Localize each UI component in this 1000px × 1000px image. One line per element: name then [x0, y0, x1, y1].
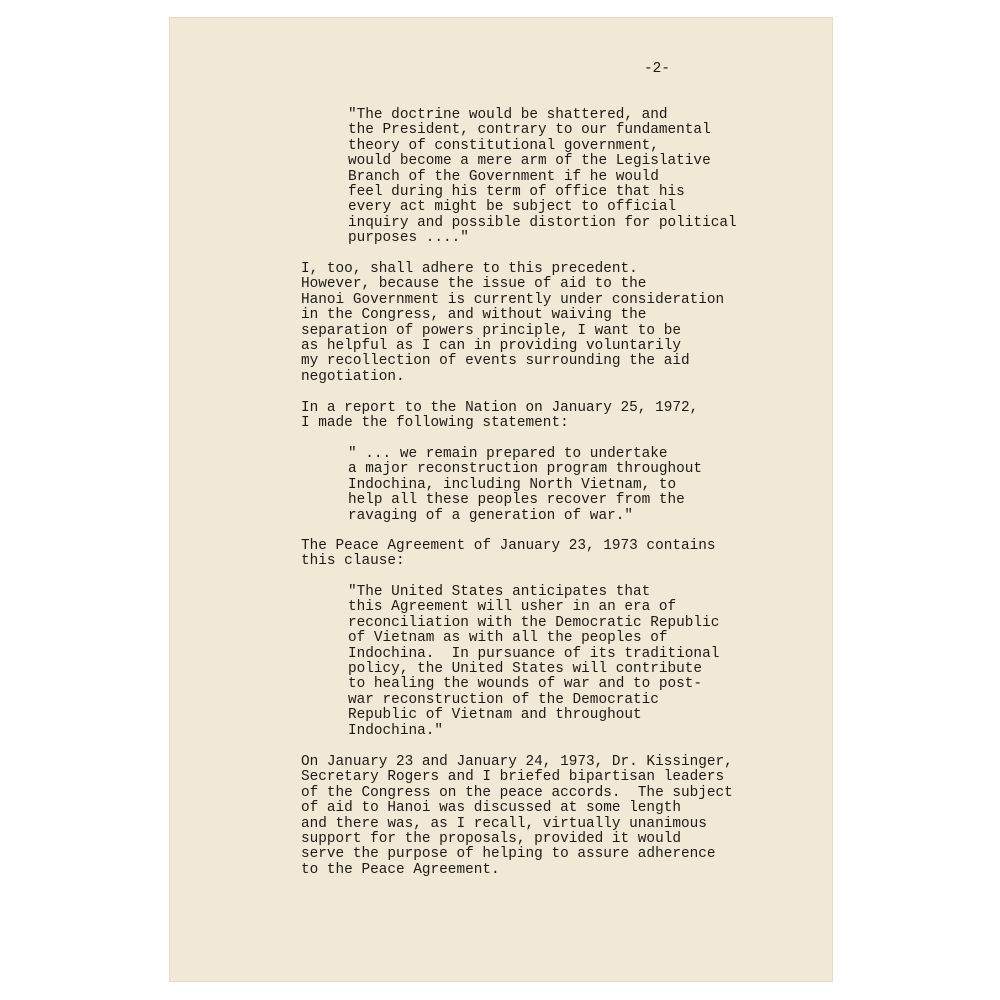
quote-reconstruction-program: " ... we remain prepared to undertake a major reconstruction program throughout Indochina, including North Vietnam, to help all these peoples recover from the ravaging of a generation of war."	[348, 446, 703, 524]
paragraph-adhere-precedent: I, too, shall adhere to this precedent. However, because the issue of aid to the Hanoi Government is currently under consideration in the Congress, and without waiving the separation of powers principle, I want to be as helpful as I can in providing voluntarily my recollection of events surrounding the aid negotiation.	[301, 261, 725, 385]
document-page	[169, 17, 833, 982]
paragraph-report-to-nation: In a report to the Nation on January 25, 1972, I made the following statement:	[301, 400, 699, 432]
quote-agreement-clause: "The United States anticipates that this Agreement will usher in an era of reconciliation with the Democratic Republic of Vietnam as with all the peoples of Indochina. In pursuance of its traditional policy, the United States will contribute to healing the wounds of war and to post- war reconstruction of the Democratic Republic of Vietnam and throughout Indochina."	[348, 584, 720, 739]
paragraph-peace-agreement: The Peace Agreement of January 23, 1973 contains this clause:	[301, 538, 716, 570]
paragraph-briefing: On January 23 and January 24, 1973, Dr. Kissinger, Secretary Rogers and I briefed bipartisan leaders of the Congress on the peace accords. The subject of aid to Hanoi was discussed at some length and there was, as I recall, virtually unanimous support for the proposals, provided it would serve the purpose of helping to assure adherence to the Peace Agreement.	[301, 754, 733, 878]
page-number: -2-	[644, 61, 670, 77]
quote-doctrine: "The doctrine would be shattered, and the President, contrary to our fundamental theory of constitutional government, would become a mere arm of the Legislative Branch of the Government if he would feel during his term of office that his every act might be subject to official inquiry and possible distortion for political purposes ...."	[348, 107, 737, 247]
